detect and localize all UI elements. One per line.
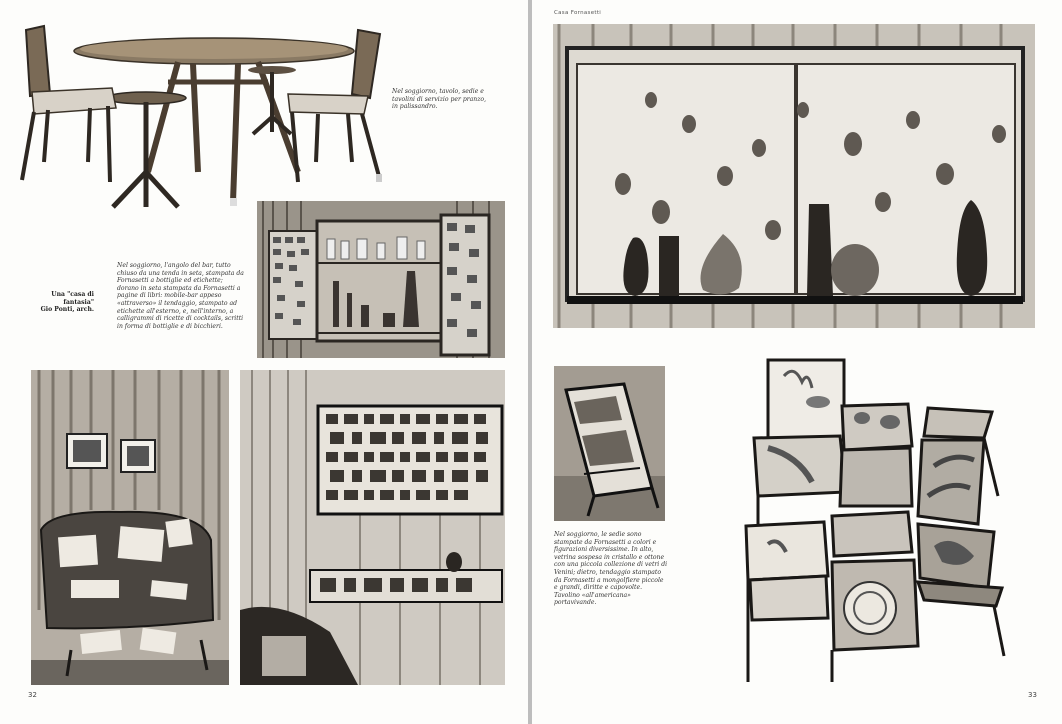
article-credit xyxy=(24,291,94,314)
photo-vitrine-balloons xyxy=(553,24,1035,328)
photo-bar-cabinet xyxy=(257,201,505,358)
photo-printed-chairs xyxy=(738,356,1038,686)
photo-serving-tray xyxy=(554,366,665,521)
page-number-right: 33 xyxy=(1028,691,1037,699)
right-page xyxy=(532,0,1062,724)
dining-set-illustration xyxy=(18,22,390,230)
page-number-left: 32 xyxy=(28,691,37,699)
photo-sofa xyxy=(31,370,229,685)
running-header: Casa Fornasetti xyxy=(554,10,602,16)
left-page xyxy=(0,0,528,724)
photo-labels-cabinet xyxy=(240,370,505,685)
caption-chairs: Nel soggiorno, le sedie sono stampate da Fornasetti a colori e figurazioni diversissime. In alto, vetrina sospesa in cristallo e ottone con una piccola collezione di vetri di Venini; dietro, tendaggio stampato da Fornasetti a mongolfiere piccole e grandi, diritte e capovolte. Tavolino «all'americana» portavivande. xyxy=(554,531,668,607)
caption-bar: Nel soggiorno, l'angolo del bar, tutto chiuso da una tenda in seta, stampata da Fornasetti a bottiglie ed etichette; dorano in seta stampata da Fornasetti a pagine di libri: mobile-bar appeso «attraverso» il tendaggio, stampato ad etichette all'esterno, e, nell'interno, a calligrammi di ricette di cocktails, scritti in forma di bottiglie e di bicchieri. xyxy=(117,262,244,330)
article-title: Una "casa di fantasia" xyxy=(51,291,94,306)
photo-dining-table-chairs xyxy=(18,22,390,230)
caption-dining: Nel soggiorno, tavolo, sedie e tavolini di servizio per pranzo, in palissandro. xyxy=(392,88,487,111)
architect-credit: Gio Ponti, arch. xyxy=(40,306,94,314)
